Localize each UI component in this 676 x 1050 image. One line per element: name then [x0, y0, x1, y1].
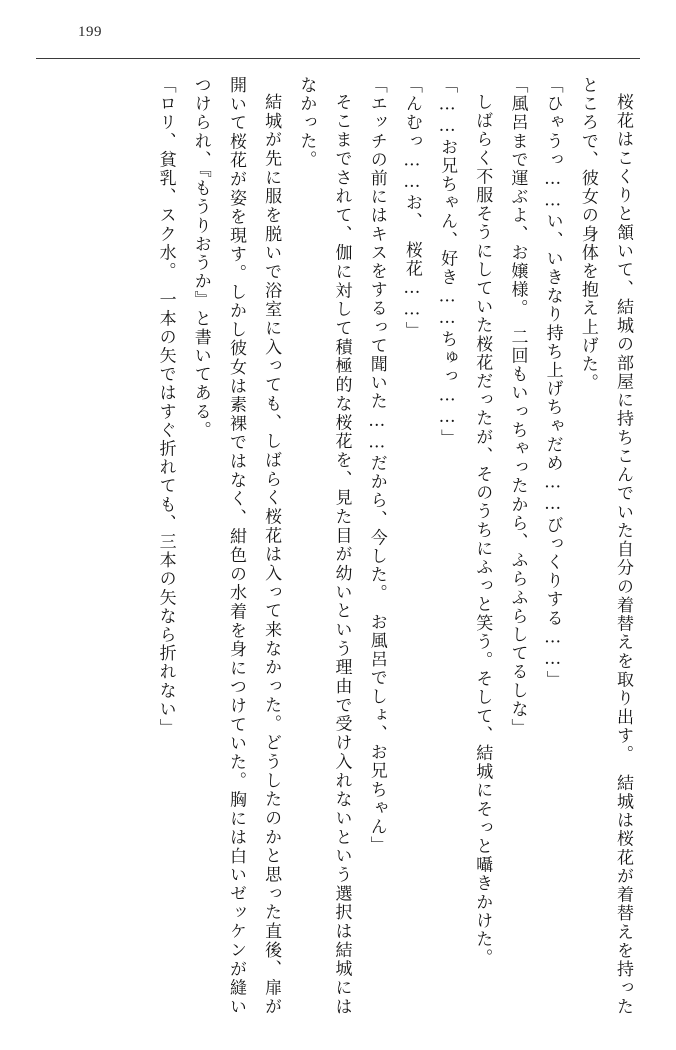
paragraph: 「んむっ……お、 桜花……」 — [401, 76, 422, 340]
paragraph: 結城が先に服を脱いで浴室に入っても、しばらく桜花は入って来なかった。どうしたのかと思った直後、扉が開いて桜花が姿を現す。しかし彼女は素裸ではなく、紺色の水着を身につけていた。胸には白いゼッケンが縫いつけられ、『もうりおうか』と書いてある。 — [190, 76, 282, 1016]
page-text-body — [40, 76, 640, 1016]
paragraph: 「エッチの前にはキスをするって聞いた……だから、今した。 お風呂でしょ、お兄ちゃん」 — [366, 76, 387, 855]
paragraph: しばらく不服そうにしていた桜花だったが、そのうちにふっと笑う。そして、結城にそっと囁きかけた。 — [472, 93, 493, 968]
paragraph: 「風呂まで運ぶよ、お嬢様。 二回もいっちゃったから、ふらふらしてるしな」 — [507, 76, 528, 738]
paragraph: 「ロリ、貧乳、スク水。 一本の矢ではすぐ折れても、三本の矢なら折れない」 — [155, 76, 176, 738]
page-number: 199 — [78, 24, 102, 40]
header-rule — [36, 58, 640, 59]
paragraph: 「ひゃうっ……い、いきなり持ち上げちゃだめ……びっくりする……」 — [542, 76, 563, 690]
paragraph: 「……お兄ちゃん、好き……ちゅっ……」 — [437, 76, 458, 448]
paragraph: そこまでされて、伽に対して積極的な桜花を、見た目が幼いという理由で受け入れないという選択は結城にはなかった。 — [296, 76, 352, 1016]
paragraph: 桜花はこくりと頷いて、結城の部屋に持ちこんでいた自分の着替えを取り出す。 結城は桜花が着替えを持ったところで、彼女の身体を抱え上げた。 — [577, 76, 633, 1016]
